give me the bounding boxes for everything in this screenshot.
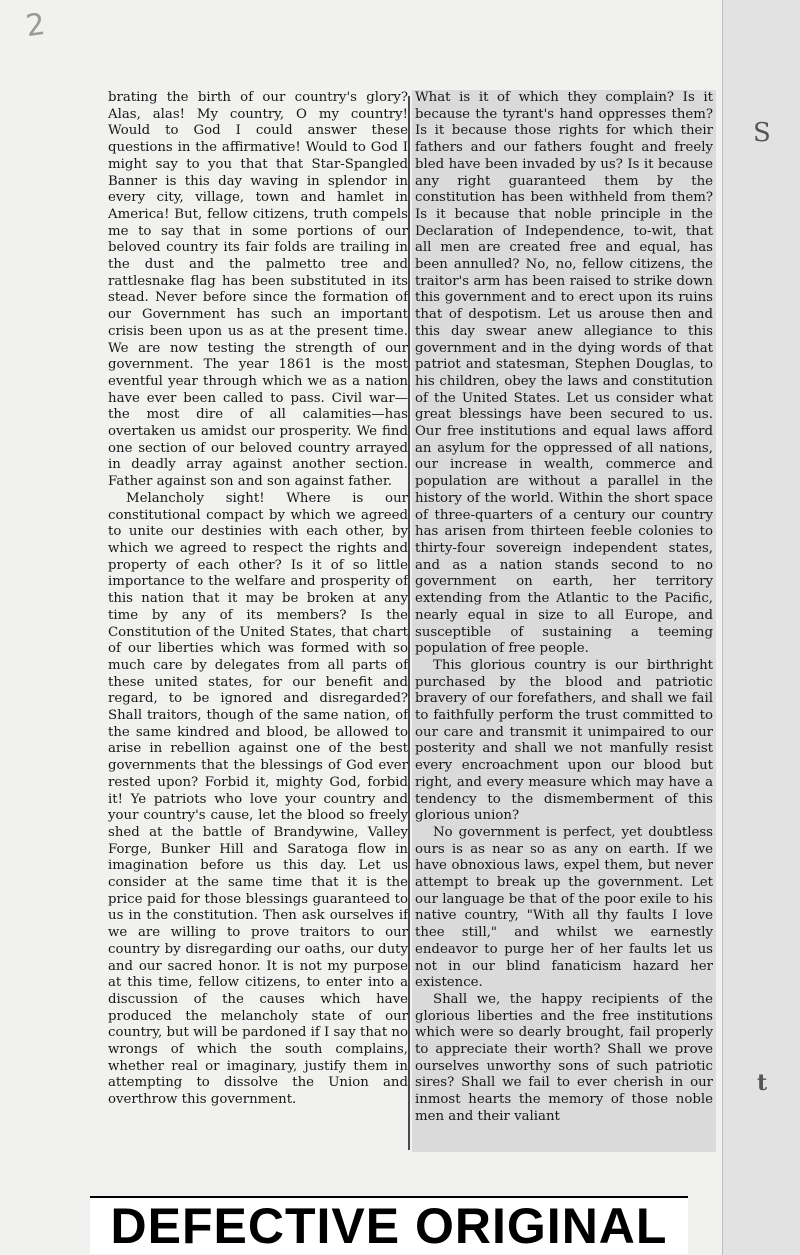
paragraph: No government is perfect, yet doubtless ours is as near so as any on earth. If we have obnoxious laws, expel them, but never attempt to break up the government. Let our language be that of the poor exile to his native country, "With all thy faults I love thee still," and whilst we earnestly endeavor to purge her of her faults let us not in our blind fanaticism hazard her existence. (415, 824, 713, 991)
column-divider (408, 96, 410, 1150)
paragraph: What is it of which they complain? Is it because the tyrant's hand oppresses them? Is it because those rights for which their fathers and our fathers fought and freely bled have been invaded by us? Is it because any right guaranteed them by the constitution has been withheld from them? Is it because that noble principle in the Declaration of Independence, to-wit, that all men are created free and equal, has been annulled? No, no, fellow citizens, the traitor's arm has been raised to strike down this government and to erect upon its ruins that of despotism. Let us arouse then and this day swear anew allegiance to this government and in the dying words of that patriot and statesman, Stephen Douglas, to his children, obey the laws and constitution of the United States. Let us consider what great blessings have been secured to us. Our free institutions and equal laws afford an asylum for the oppressed of all nations, our increase in wealth, commerce and population are without a parallel in the history of the world. Within the short space of three-quarters of a century our country has arisen from thirteen feeble colonies to thirty-four sovereign independent states, and as a nation stands second to no government on earth, her territory extending from the Atlantic to the Pacific, nearly equal in size to all Europe, and susceptible of sustaining a teeming population of free people. (415, 90, 713, 657)
page-number: 2 (23, 6, 48, 45)
scan-margin (722, 0, 800, 1255)
paragraph: brating the birth of our country's glory? Alas, alas! My country, O my country! Would to God I could answer these questions in the affirmative! Would to God I might say to you that that Star-Spangled Banner is this day waving in splendor in every city, village, town and hamlet in America! But, fellow citizens, truth compels me to say that in some portions of our beloved country its fair folds are trailing in the dust and the palmetto tree and rattlesnake flag has been substituted in its stead. Never before since the formation of our Government has such an important crisis been upon us as at the present time. We are now testing the strength of our government. The year 1861 is the most eventful year through which we as a nation have ever been called to pass. Civil war—the most dire of all calamities—has overtaken us amidst our prosperity. We find one section of our beloved country arrayed in deadly array against another section. Father against son and son against father. (108, 90, 408, 490)
paragraph: This glorious country is our birthright purchased by the blood and patriotic bravery of our forefathers, and shall we fail to faithfully perform the trust committed to our care and transmit it unimpaired to our posterity and shall we not manfully resist every encroachment upon our blood but right, and every measure which may have a tendency to the dismemberment of this glorious union? (415, 657, 713, 824)
paragraph: Melancholy sight! Where is our constitutional compact by which we agreed to unite our destinies with each other, by which we agreed to respect the rights and property of each other? Is it of so little importance to the welfare and prosperity of this nation that it may be broken at any time by any of its members? Is the Constitution of the United States, that chart of our liberties which was formed with so much care by delegates from all parts of these united states, for our benefit and regard, to be ignored and disregarded? Shall traitors, though of the same nation, of the same kindred and blood, be allowed to arise in rebellion against one of the best governments that the blessings of God ever rested upon? Forbid it, mighty God, forbid it! Ye patriots who love your country and your country's cause, let the blood so freely shed at the battle of Brandywine, Valley Forge, Bunker Hill and Saratoga flow in imagination before us this day. Let us consider at the same time that it is the price paid for those blessings guaranteed to us in the constitution. Then ask ourselves if we are willing to prove traitors to our country by disregarding our oaths, our duty and our sacred honor. It is not my purpose at this time, fellow citizens, to enter into a discussion of the causes which have produced the melancholy state of our country, but will be pardoned if I say that no wrongs of which the south complains, whether real or imaginary, justify them in attempting to dissolve the Union and overthrow this government. (108, 490, 408, 1108)
paragraph: Shall we, the happy recipients of the glorious liberties and the free institutions which were so dearly brought, fail properly to appreciate their worth? Shall we prove ourselves unworthy sons of such patriotic sires? Shall we fail to ever cherish in our inmost hearts the memory of those noble men and their valiant (415, 991, 713, 1124)
margin-mark: t (757, 1070, 768, 1096)
defective-original-banner (90, 1196, 688, 1254)
left-text-column (108, 90, 408, 1152)
margin-mark: S (753, 118, 771, 148)
banner-text: DEFECTIVE ORIGINAL (110, 1198, 668, 1254)
right-text-column (412, 90, 716, 1152)
